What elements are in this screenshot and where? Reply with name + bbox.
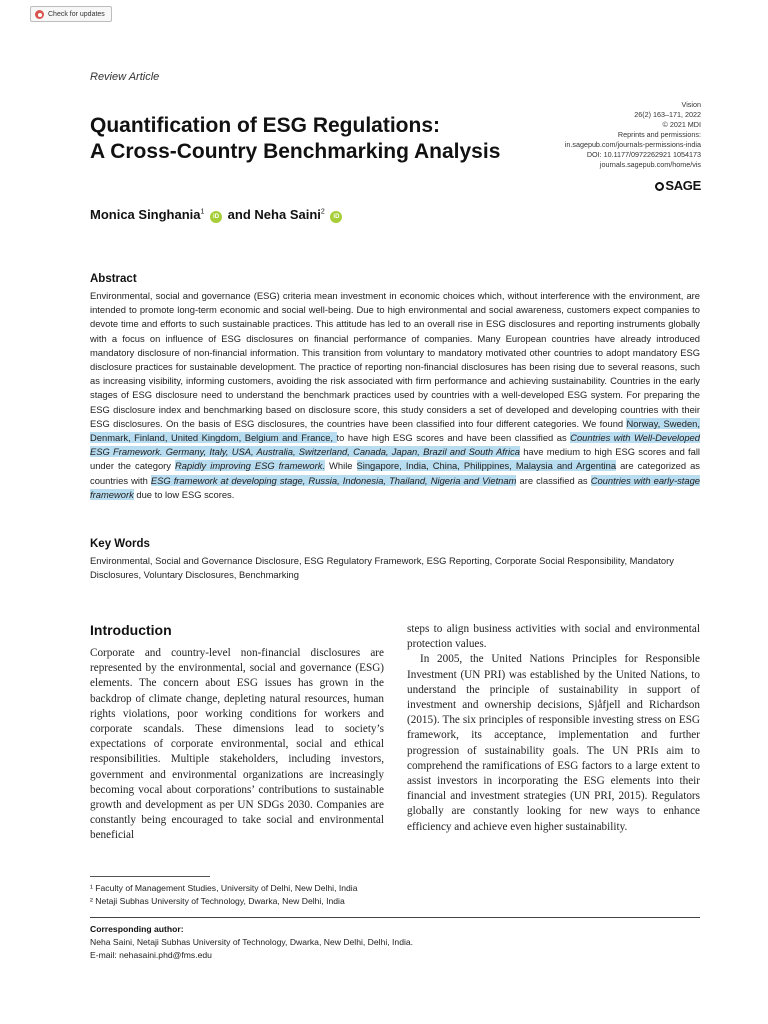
introduction-heading: Introduction [90,622,172,638]
journal-homepage-link[interactable]: journals.sagepub.com/home/vis [599,160,701,169]
author-2-affiliation: 2 [320,208,325,216]
abstract-part-7: due to low ESG scores. [133,488,235,500]
copyright: © 2021 MDI [662,120,701,129]
keywords-heading: Key Words [90,538,150,550]
highlight-category-early-stage: Countries with early-stage framework [90,474,701,500]
abstract-part-6: are classified as [516,474,591,486]
correspondence-block [90,923,413,962]
journal-meta [565,100,701,170]
highlight-category-rapidly-improving: Rapidly improving ESG framework. [174,460,326,472]
highlight-category-developing: ESG framework at developing stage, Russia, Indonesia, Thailand, Nigeria and Vietnam [150,474,517,486]
correspondence-address: Neha Saini, Netaji Subhas University of Technology, Dwarka, New Delhi, Delhi, India. [90,937,414,947]
title-line-2: A Cross-Country Benchmarking Analysis [90,140,501,163]
highlight-countries-high: Norway, Sweden, Denmark, Finland, United Kingdom, Belgium and France, [90,417,701,444]
author-list [90,207,344,223]
orcid-icon[interactable]: iD [210,211,222,223]
doi-link[interactable]: DOI: 10.1177/0972262921 1054173 [586,150,701,159]
author-connector: and [227,207,251,222]
check-for-updates-label: Check for updates [48,11,105,18]
abstract-part-3: have medium to high ESG scores and fall under the category [90,446,700,472]
sage-logo-icon [655,182,664,191]
affiliation-footnotes [90,882,357,908]
abstract-heading: Abstract [90,273,137,285]
sage-logo-text: SAGE [665,178,701,193]
journal-name: Vision [681,100,701,109]
abstract-part-5: are categorized as countries with [90,460,700,486]
volume-pages: 26(2) 163–171, 2022 [634,110,701,119]
footnote-1: ¹ Faculty of Management Studies, University of Delhi, New Delhi, India [90,883,358,893]
highlight-category-well-developed: Countries with Well-Developed ESG Framework. Germany, Italy, USA, Australia, Switzerland, Canada, Japan, Brazil and South Africa [90,432,700,458]
keywords-text: Environmental, Social and Governance Disclosure, ESG Regulatory Framework, ESG Reporting, Corporate Social Responsibility, Mandatory Disclosures, Voluntary Disclosures, Benchmarking [90,555,674,580]
correspondence-divider [90,917,700,918]
paper-title [90,113,540,165]
correspondence-label: Corresponding author: [90,924,184,934]
abstract-part-2: to have high ESG scores and have been classified as [336,432,571,444]
article-type: Review Article [90,71,160,83]
abstract-part-1: Environmental, social and governance (ESG) criteria mean investment in economic choices which, without interference with the environment, are intended to promote long-term economic and social well-being. Due to high environmental and social awareness, customers expect companies to devote time and efforts to such sustainable practices. This attitude has led to an overall rise in ESG disclosures and reporting instruments globally with a focus on influence of ESG disclosures on financial performance of companies. Many European countries have already introduced mandatory disclosure of non-financial information. This transition from voluntary to mandatory motivated other countries to adopt mandatory ESG disclosure practices for sustainable development. The practice of reporting non-financial disclosures has been rising due to several reasons, such as increasing visibility, informing customers, avoiding the risk associated with firm performance and achieving sustainability. Countries in the early stages of ESG disclosure need to understand the benchmark practices used by countries with a well-developed ESG system. For preparing the ESG disclosure index and benchmarking based on disclosure score, this study considers a set of developed and developing countries with their ESG disclosures. On the basis of ESG disclosures, the countries have been classified into four different categories. We found [90,290,700,429]
footnote-divider [90,876,210,877]
reprints-label: Reprints and permissions: [617,130,701,139]
abstract-part-4: While [325,460,357,472]
orcid-icon[interactable]: iD [330,211,342,223]
footnote-2: ² Netaji Subhas University of Technology, Dwarka, New Delhi, India [90,896,345,906]
sage-logo [655,178,701,193]
author-1-affiliation: 1 [200,208,205,216]
author-2: Neha Saini [254,207,321,222]
abstract-text [90,289,700,502]
highlight-countries-developing: Singapore, India, China, Philippines, Malaysia and Argentina [356,460,617,472]
check-for-updates-button[interactable] [30,6,112,22]
update-icon [35,10,44,19]
title-line-1: Quantification of ESG Regulations: [90,114,441,137]
author-1: Monica Singhania [90,207,201,222]
correspondence-email[interactable]: E-mail: nehasaini.phd@fms.edu [90,950,212,960]
introduction-left-column: Corporate and country-level non-financial disclosures are represented by the environmental, social and governance (ESG) elements. The concern about ESG issues has grown in the backdrop of climate change, depleting natural resources, human rights violations, poor working conditions for workers and corporate scandals. These dimensions lead to society’s expectations of corporate environmental, social and ethical responsibilities. Multiple stakeholders, including investors, government and environmental organizations are increasingly becoming vocal about corporations’ contributions to sustainable growth and development as per UN SDGs 2030. Companies are constantly being encouraged to take social and environmental beneficial [90,647,384,842]
reprints-link[interactable]: in.sagepub.com/journals-permissions-india [564,140,701,149]
introduction-right-column [407,622,700,835]
right-column-paragraph-2: In 2005, the United Nations Principles for Responsible Investment (UN PRI) was established by the United Nations, to understand the principle of sustainability in support of investment and ownership decisions, Sjåfjell and Richardson (2015). The six principles of responsible investing stress on ESG framework, its acceptance, implementation and further progression of sustainability goals. The UN PRIs aim to comprehend the ramifications of ESG factors to a large extent to assist investors in incorporating the ESG elements into their financial and investment strategies (UN PRI, 2015). Regulators globally are constantly looking for new ways to enhance efficiency and achieve even higher sustainability. [407,653,700,833]
right-column-paragraph-1: steps to align business activities with social and environmental protection values. [407,623,700,651]
